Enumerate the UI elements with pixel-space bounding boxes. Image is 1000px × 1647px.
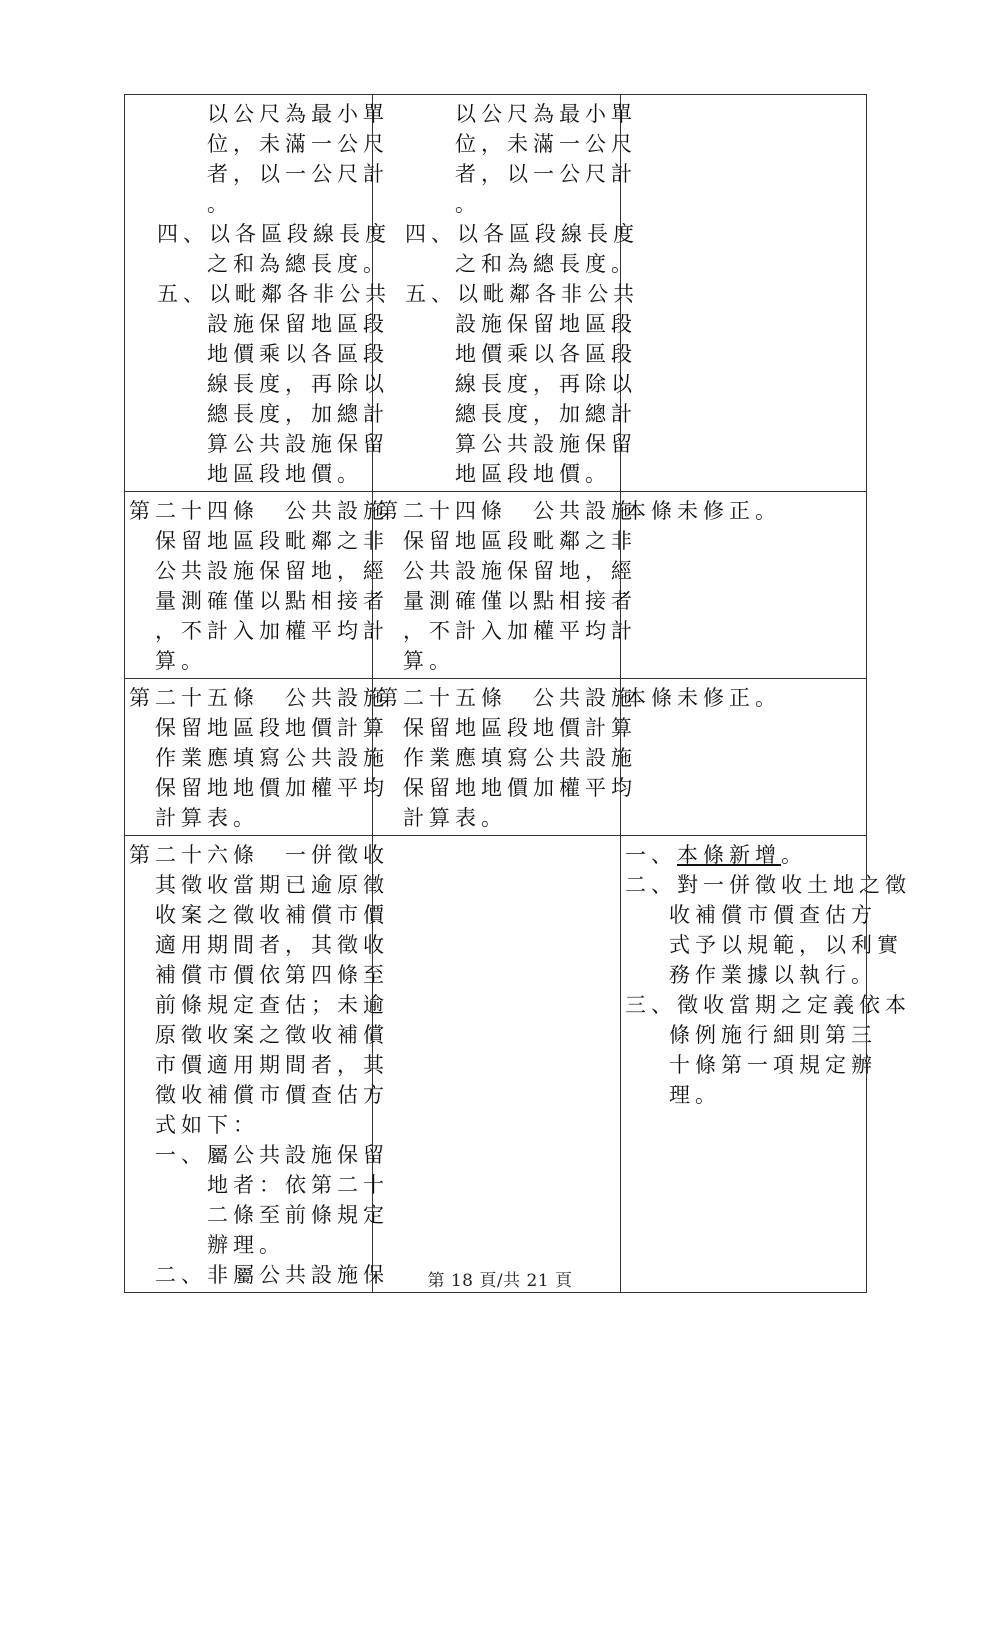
table-row — [125, 492, 867, 679]
note-cell — [621, 95, 867, 492]
table-row — [125, 95, 867, 492]
note-cell: 本條未修正。 — [621, 492, 867, 679]
old-text-cell: 以公尺為最小單 位，未滿一公尺 者，以一公尺計 。 四、以各區段線長度 之和為總長度。 五、以毗鄰各非公共 設施保留地區段 地價乘以各區段 線長度，再除以 總長度，加總計 算公共設施保留 地區段地價。 — [373, 95, 621, 492]
table-row — [125, 836, 867, 1293]
new-text-cell: 第二十六條 一併徵收 其徵收當期已逾原徵 收案之徵收補償市價 適用期間者，其徵收 補償市價依第四條至 前條規定查估；未逾 原徵收案之徵收補償 市價適用期間者，其 徵收補償市價查估方 式如下： 一、屬公共設施保留 地者：依第二十 二條至前條規定 辦理。 二、非屬公共設施保 — [125, 836, 373, 1293]
note-item: 三、徵收當期之定義依本 — [625, 993, 911, 1017]
note-item: 一、本條新增。 — [625, 843, 807, 867]
page-number: 第 18 頁/共 21 頁 — [427, 1271, 573, 1291]
new-text-cell: 以公尺為最小單 位，未滿一公尺 者，以一公尺計 。 四、以各區段線長度 之和為總長度。 五、以毗鄰各非公共 設施保留地區段 地價乘以各區段 線長度，再除以 總長度，加總計 算公共設施保留 地區段地價。 — [125, 95, 373, 492]
comparison-table — [124, 94, 911, 1293]
new-text-cell: 第二十五條 公共設施 保留地區段地價計算 作業應填寫公共設施 保留地地價加權平均 計算表。 — [125, 679, 373, 836]
note-cell: 本條未修正。 — [621, 679, 867, 836]
table-row — [125, 679, 867, 836]
note-cell: 一、本條新增。 二、對一併徵收土地之徵 收補償市價查估方 式予以規範，以利實 務作業據以執行。 三、徵收當期之定義依本 條例施行細則第三 十條第一項規定辦 理。 — [621, 836, 867, 1293]
old-text-cell: 第二十四條 公共設施 保留地區段毗鄰之非 公共設施保留地，經 量測確僅以點相接者 ，不計入加權平均計 算。 — [373, 492, 621, 679]
old-text-cell: 第二十五條 公共設施 保留地區段地價計算 作業應填寫公共設施 保留地地價加權平均 計算表。 — [373, 679, 621, 836]
old-text-cell — [373, 836, 621, 1293]
new-text-cell: 第二十四條 公共設施 保留地區段毗鄰之非 公共設施保留地，經 量測確僅以點相接者 ，不計入加權平均計 算。 — [125, 492, 373, 679]
note-item: 二、對一併徵收土地之徵 — [625, 873, 911, 897]
